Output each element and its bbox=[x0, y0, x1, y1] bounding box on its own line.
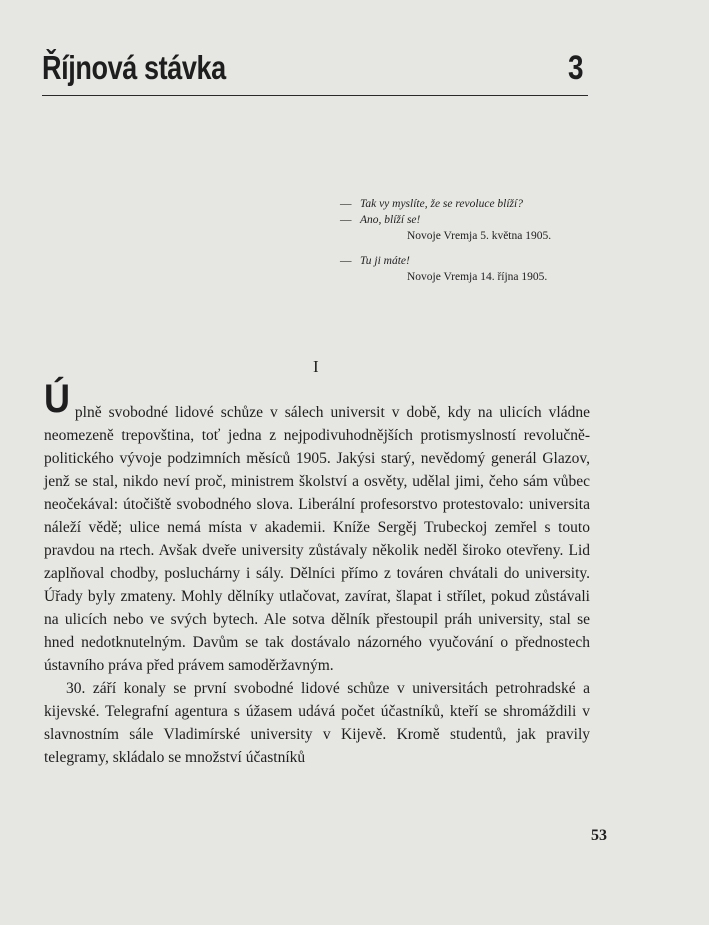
section-number: I bbox=[313, 357, 319, 376]
chapter-number: 3 bbox=[568, 49, 584, 87]
epigraph-dash: — bbox=[340, 198, 352, 210]
page-number: 53 bbox=[591, 827, 607, 844]
epigraph-quote-text: Tu ji máte! bbox=[360, 255, 410, 267]
epigraph-source: Novoje Vremja 14. října 1905. bbox=[407, 271, 548, 283]
paragraph bbox=[44, 377, 590, 677]
title-rule bbox=[42, 95, 588, 96]
paragraph: 30. září konaly se první svobodné lidové schůze v universitách petrohradské a kijevské. Telegrafní agentura s úžasem udává počet účastníků, kteří se shromáždili v slavnostním sále Vladimírské university v Kijevě. Kromě studentů, jak pravily telegramy, skládalo se množství účastníků bbox=[44, 680, 590, 766]
chapter-title: Říjnová stávka bbox=[42, 49, 226, 86]
epigraph-dash: — bbox=[340, 214, 352, 226]
epigraph-dash: — bbox=[340, 255, 352, 267]
epigraph-quote-text: Tak vy myslíte, že se revoluce blíží? bbox=[360, 198, 523, 210]
epigraph-source: Novoje Vremja 5. května 1905. bbox=[407, 230, 552, 242]
epigraph-quote bbox=[340, 253, 600, 269]
epigraph-quote bbox=[340, 212, 600, 228]
epigraph-quote bbox=[340, 196, 600, 212]
epigraph bbox=[340, 196, 600, 294]
epigraph-quote-text: Ano, blíží se! bbox=[360, 214, 421, 226]
body-text bbox=[44, 377, 590, 769]
drop-cap: Ú bbox=[44, 377, 71, 421]
paragraph-text: plně svobodné lidové schůze v sálech universit v době, kdy na ulicích vládne neomezeně trepovština, toť jedna z nejpodivuhodnějších protismyslností revolučně-politického vývoje podzimních měsíců 1905. Jakýsi starý, nevědomý generál Glazov, jenž se stal, nikdo neví proč, ministrem školství a osvěty, udělal jimi, čeho sám vůbec neočekával: útočiště svobodného slova. Liberální profesorstvo protestovalo: universita náleží vědě; ulice nemá místa v akademii. Kníže Sergěj Trubeckoj zemřel s touto pravdou na rtech. Avšak dveře university zůstávaly několik neděl široko otevřeny. Lid zaplňoval chodby, posluchárny i sály. Dělníci přímo z továren chvátali do university. Úřady byly zmateny. Mohly dělníky utlačovat, zavírat, šlapat i střílet, pokud zůstávali na ulicích nebo ve svých bytech. Ale sotva dělník přestoupil práh university, stal se hned nedotknutelným. Davům se tak dostávalo názorného vyučování o přednostech ústavního práva před právem samoděržavným. bbox=[44, 404, 590, 674]
